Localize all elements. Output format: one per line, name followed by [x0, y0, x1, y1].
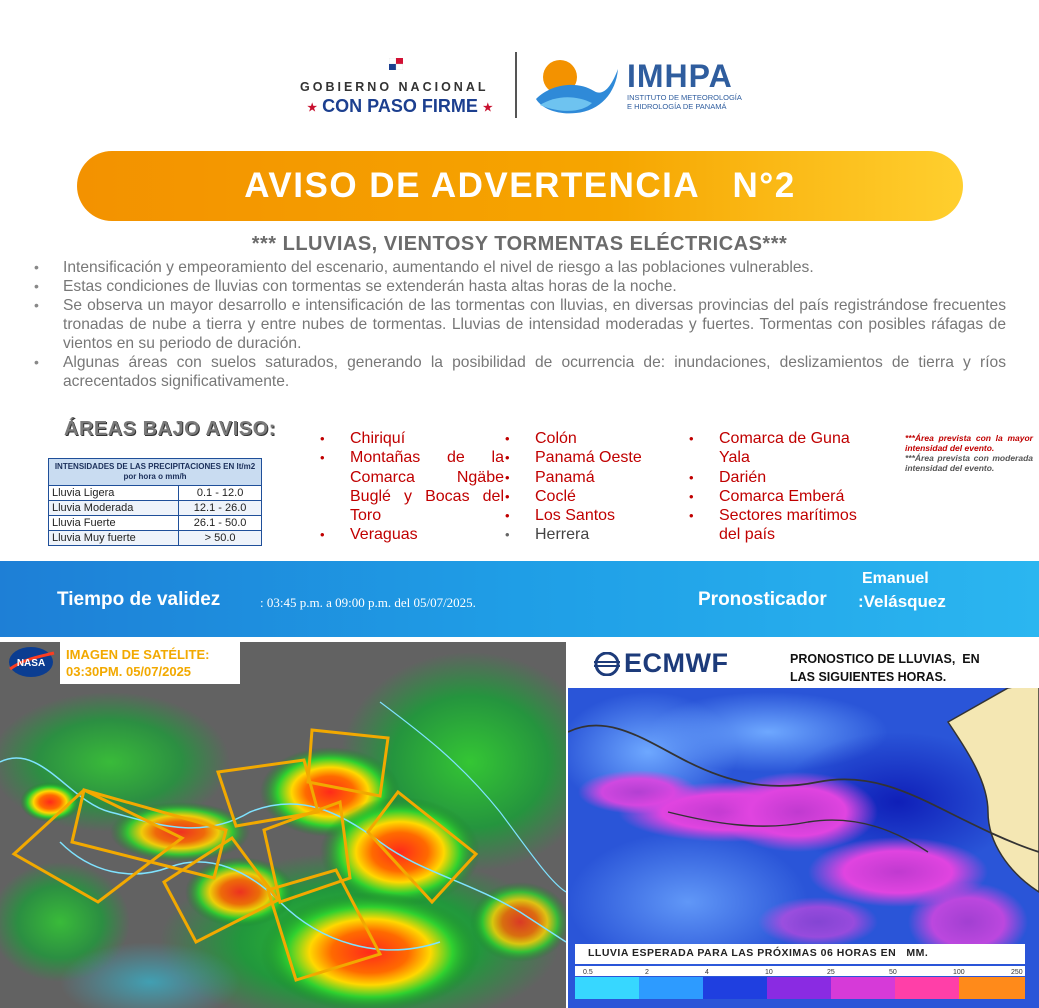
areas-column-1	[320, 429, 504, 545]
gov-line2	[300, 96, 500, 117]
area-item: • Panamá	[505, 468, 685, 487]
gov-line2-text: CON PASO FIRME	[322, 96, 478, 116]
area-item: • Colón	[505, 429, 685, 448]
validity-label: Tiempo de validez	[57, 589, 221, 610]
scale-label: 0.5	[583, 969, 593, 976]
area-item: • Sectores marítimos del país	[689, 506, 879, 545]
scale-label: 50	[889, 969, 897, 976]
satellite-image-graphic	[0, 642, 566, 1008]
bullet-item: • Se observa un mayor desarrollo e intensificación de las tormentas con lluvias, en diversas provincias del país registrándose frecuentes tronadas de nube a tierra y entre nubes de tormentas. Lluvias de intensidad moderadas y fuertes. Tormentas con posibles ráfagas de vientos en su periodo de duración.	[34, 296, 1006, 353]
org-subtitle	[627, 93, 742, 111]
satellite-label	[66, 646, 209, 680]
area-item: • Herrera	[505, 525, 685, 544]
area-item: • Los Santos	[505, 506, 685, 525]
area-item: • Comarca de Guna Yala	[689, 429, 879, 468]
gov-line1: GOBIERNO NACIONAL	[300, 80, 489, 94]
area-item: • Chiriquí	[320, 429, 504, 448]
table-row	[49, 501, 262, 516]
satellite-label-line2: 03:30PM. 05/07/2025	[66, 664, 192, 679]
scale-label: 4	[705, 969, 709, 976]
table-cell: 0.1 - 12.0	[179, 486, 262, 501]
table-cell: 26.1 - 50.0	[179, 516, 262, 531]
ecmwf-logo-text: ECMWF	[624, 648, 729, 678]
scale-label: 10	[765, 969, 773, 976]
areas-title: ÁREAS BAJO AVISO:	[64, 418, 276, 440]
org-sub-line1: INSTITUTO DE METEOROLOGÍA	[627, 93, 742, 102]
table-cell: Lluvia Moderada	[49, 501, 179, 516]
imhpa-logo-icon	[534, 55, 620, 117]
nasa-logo-icon	[4, 645, 58, 679]
star-icon: ★	[307, 101, 318, 114]
warning-bullets	[34, 258, 1006, 391]
nasa-logo-text: NASA	[16, 658, 46, 669]
areas-column-3	[689, 429, 879, 545]
area-item: • Panamá Oeste	[505, 448, 685, 467]
table-cell: Lluvia Fuerte	[49, 516, 179, 531]
area-item: • Veraguas	[320, 525, 504, 544]
area-item: • Montañas de la Comarca Ngäbe Buglé y Bocas del Toro	[320, 448, 504, 525]
ecmwf-scale-labels	[575, 966, 1025, 976]
table-row	[49, 531, 262, 546]
satellite-image	[0, 642, 566, 1008]
validity-value: : 03:45 p.m. a 09:00 p.m. del 05/07/2025.	[260, 595, 476, 610]
forecaster-first-name: Emanuel	[862, 570, 929, 587]
table-cell: > 50.0	[179, 531, 262, 546]
star-icon: ★	[482, 101, 493, 114]
panama-flag-icon	[389, 58, 403, 70]
ecmwf-title-line1: PRONOSTICO DE LLUVIAS, EN	[790, 652, 980, 666]
intensity-table-header: INTENSIDADES DE LAS PRECIPITACIONES EN lt/m2 por hora o mm/h	[49, 459, 262, 486]
table-cell: Lluvia Ligera	[49, 486, 179, 501]
satellite-label-line1: IMAGEN DE SATÉLITE:	[66, 647, 210, 662]
bullet-item: • Algunas áreas con suelos saturados, generando la posibilidad de ocurrencia de: inundaciones, deslizamientos de tierra y ríos acrecentados significativamente.	[34, 353, 1006, 391]
table-cell: Lluvia Muy fuerte	[49, 531, 179, 546]
ecmwf-title-line2: LAS SIGUIENTES HORAS.	[790, 670, 947, 684]
bullet-item: • Estas condiciones de lluvias con tormentas se extenderán hasta altas horas de la noche.	[34, 277, 1006, 296]
area-item: • Coclé	[505, 487, 685, 506]
areas-column-2	[505, 429, 685, 545]
scale-label: 2	[645, 969, 649, 976]
org-sub-line2: E HIDROLOGÍA DE PANAMÁ	[627, 102, 727, 111]
table-cell: 12.1 - 26.0	[179, 501, 262, 516]
scale-label: 100	[953, 969, 965, 976]
warning-subtitle: *** LLUVIAS, VIENTOSY TORMENTAS ELÉCTRICAS***	[251, 233, 788, 255]
intensity-table	[48, 458, 262, 546]
forecaster-label: Pronosticador	[698, 589, 827, 610]
area-item: • Darién	[689, 468, 879, 487]
warning-title: AVISO DE ADVERTENCIA N°2	[244, 166, 796, 205]
ecmwf-color-bar	[575, 977, 1025, 999]
bullet-item: • Intensificación y empeoramiento del escenario, aumentando el nivel de riesgo a las poblaciones vulnerables.	[34, 258, 1006, 277]
intensity-note	[905, 433, 1033, 473]
ecmwf-logo-icon	[592, 652, 622, 676]
table-row	[49, 486, 262, 501]
org-name: IMHPA	[627, 58, 733, 94]
note-moderate: ***Área prevista con moderada intensidad del evento.	[905, 453, 1033, 473]
header-divider	[515, 52, 517, 118]
ecmwf-footer-text: LLUVIA ESPERADA PARA LAS PRÓXIMAS 06 HORAS EN MM.	[588, 947, 929, 959]
table-row	[49, 516, 262, 531]
forecaster-last-name: :Velásquez	[858, 592, 946, 611]
area-item: • Comarca Emberá	[689, 487, 879, 506]
ecmwf-title	[790, 650, 980, 686]
note-major: ***Área prevista con la mayor intensidad del evento.	[905, 433, 1033, 453]
scale-label: 25	[827, 969, 835, 976]
scale-label: 250	[1011, 969, 1023, 976]
